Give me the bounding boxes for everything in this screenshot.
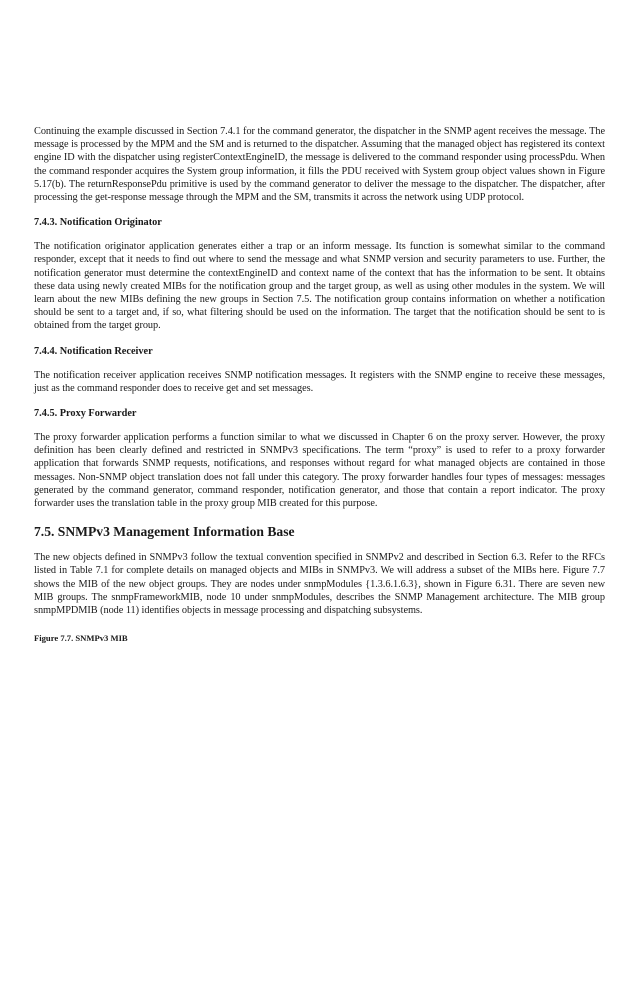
heading-notification-originator: 7.4.3. Notification Originator — [34, 217, 162, 229]
paragraph-snmpv3-mib: The new objects defined in SNMPv3 follow the textual convention specified in SNMPv2 and described in Section 6.3. Refer to the RFCs listed in Table 7.1 for complete details on managed objects and MIBs in SNMPv3. We will address a subset of the MIBs here. Figure 7.7 shows the MIB of the new object groups. They are nodes under snmpModules {1.3.6.1.6.3}, shown in Figure 6.31. There are seven new MIB groups. The snmpFrameworkMIB, node 10 under snmpModules, describes the SNMP Management architecture. The MIB group snmpMPDMIB (node 11) identifies objects in message processing and dispatching subsystems. — [34, 552, 605, 617]
figure-caption: Figure 7.7. SNMPv3 MIB — [34, 633, 128, 644]
paragraph-proxy-forwarder: The proxy forwarder application performs a function similar to what we discussed in Chapter 6 on the proxy server. However, the proxy definition has been clearly defined and restricted in SNMPv3 specifications. The term “proxy” is used to refer to a proxy forwarder application that forwards SNMP requests, notifications, and responses without regard for what managed objects are contained in those messages. Non-SNMP object translation does not fall under this category. The proxy forwarder handles four types of messages: messages generated by the command generator, command responder, notification generator, and those that contain a report indicator. The proxy forwarder uses the translation table in the proxy group MIB created for this purpose. — [34, 432, 605, 510]
paragraph-notification-receiver: The notification receiver application receives SNMP notification messages. It registers with the SNMP engine to receive these messages, just as the command responder does to receive get and set messages. — [34, 369, 605, 394]
paragraph-notification-originator: The notification originator application generates either a trap or an inform message. Its function is somewhat similar to the command responder, except that it needs to find out where to send the message and what SNMP version and security parameters to use. Further, the notification generator must determine the contextEngineID and context name of the context that has the information to be sent. It obtains these data using newly created MIBs for the notification group and the target group, as well as using other modules in the system. We will learn about the new MIBs defining the new groups in Section 7.5. The notification group contains information on whether a notification should be sent to a target and, if so, what filtering should be used on the information. The target that the notification should be sent to is obtained from the target group. — [34, 241, 605, 332]
heading-notification-receiver: 7.4.4. Notification Receiver — [34, 345, 153, 357]
heading-proxy-forwarder: 7.4.5. Proxy Forwarder — [34, 408, 137, 420]
paragraph-dispatcher-processing: Continuing the example discussed in Section 7.4.1 for the command generator, the dispatcher in the SNMP agent receives the message. The message is processed by the MPM and the SM and is returned to the dispatcher. Assuming that the managed object has registered its context engine ID with the dispatcher using registerContextEngineID, the message is delivered to the command responder using processPdu. When the command responder acquires the System group information, it fills the PDU received with System group object values shown in Figure 5.17(b). The returnResponsePdu primitive is used by the command generator to deliver the message to the dispatcher. The dispatcher, after processing the get-response message through the MPM and the SM, transmits it across the network using UDP protocol. — [34, 126, 605, 204]
heading-snmpv3-mib: 7.5. SNMPv3 Management Information Base — [34, 524, 295, 540]
page-content — [34, 125, 605, 644]
